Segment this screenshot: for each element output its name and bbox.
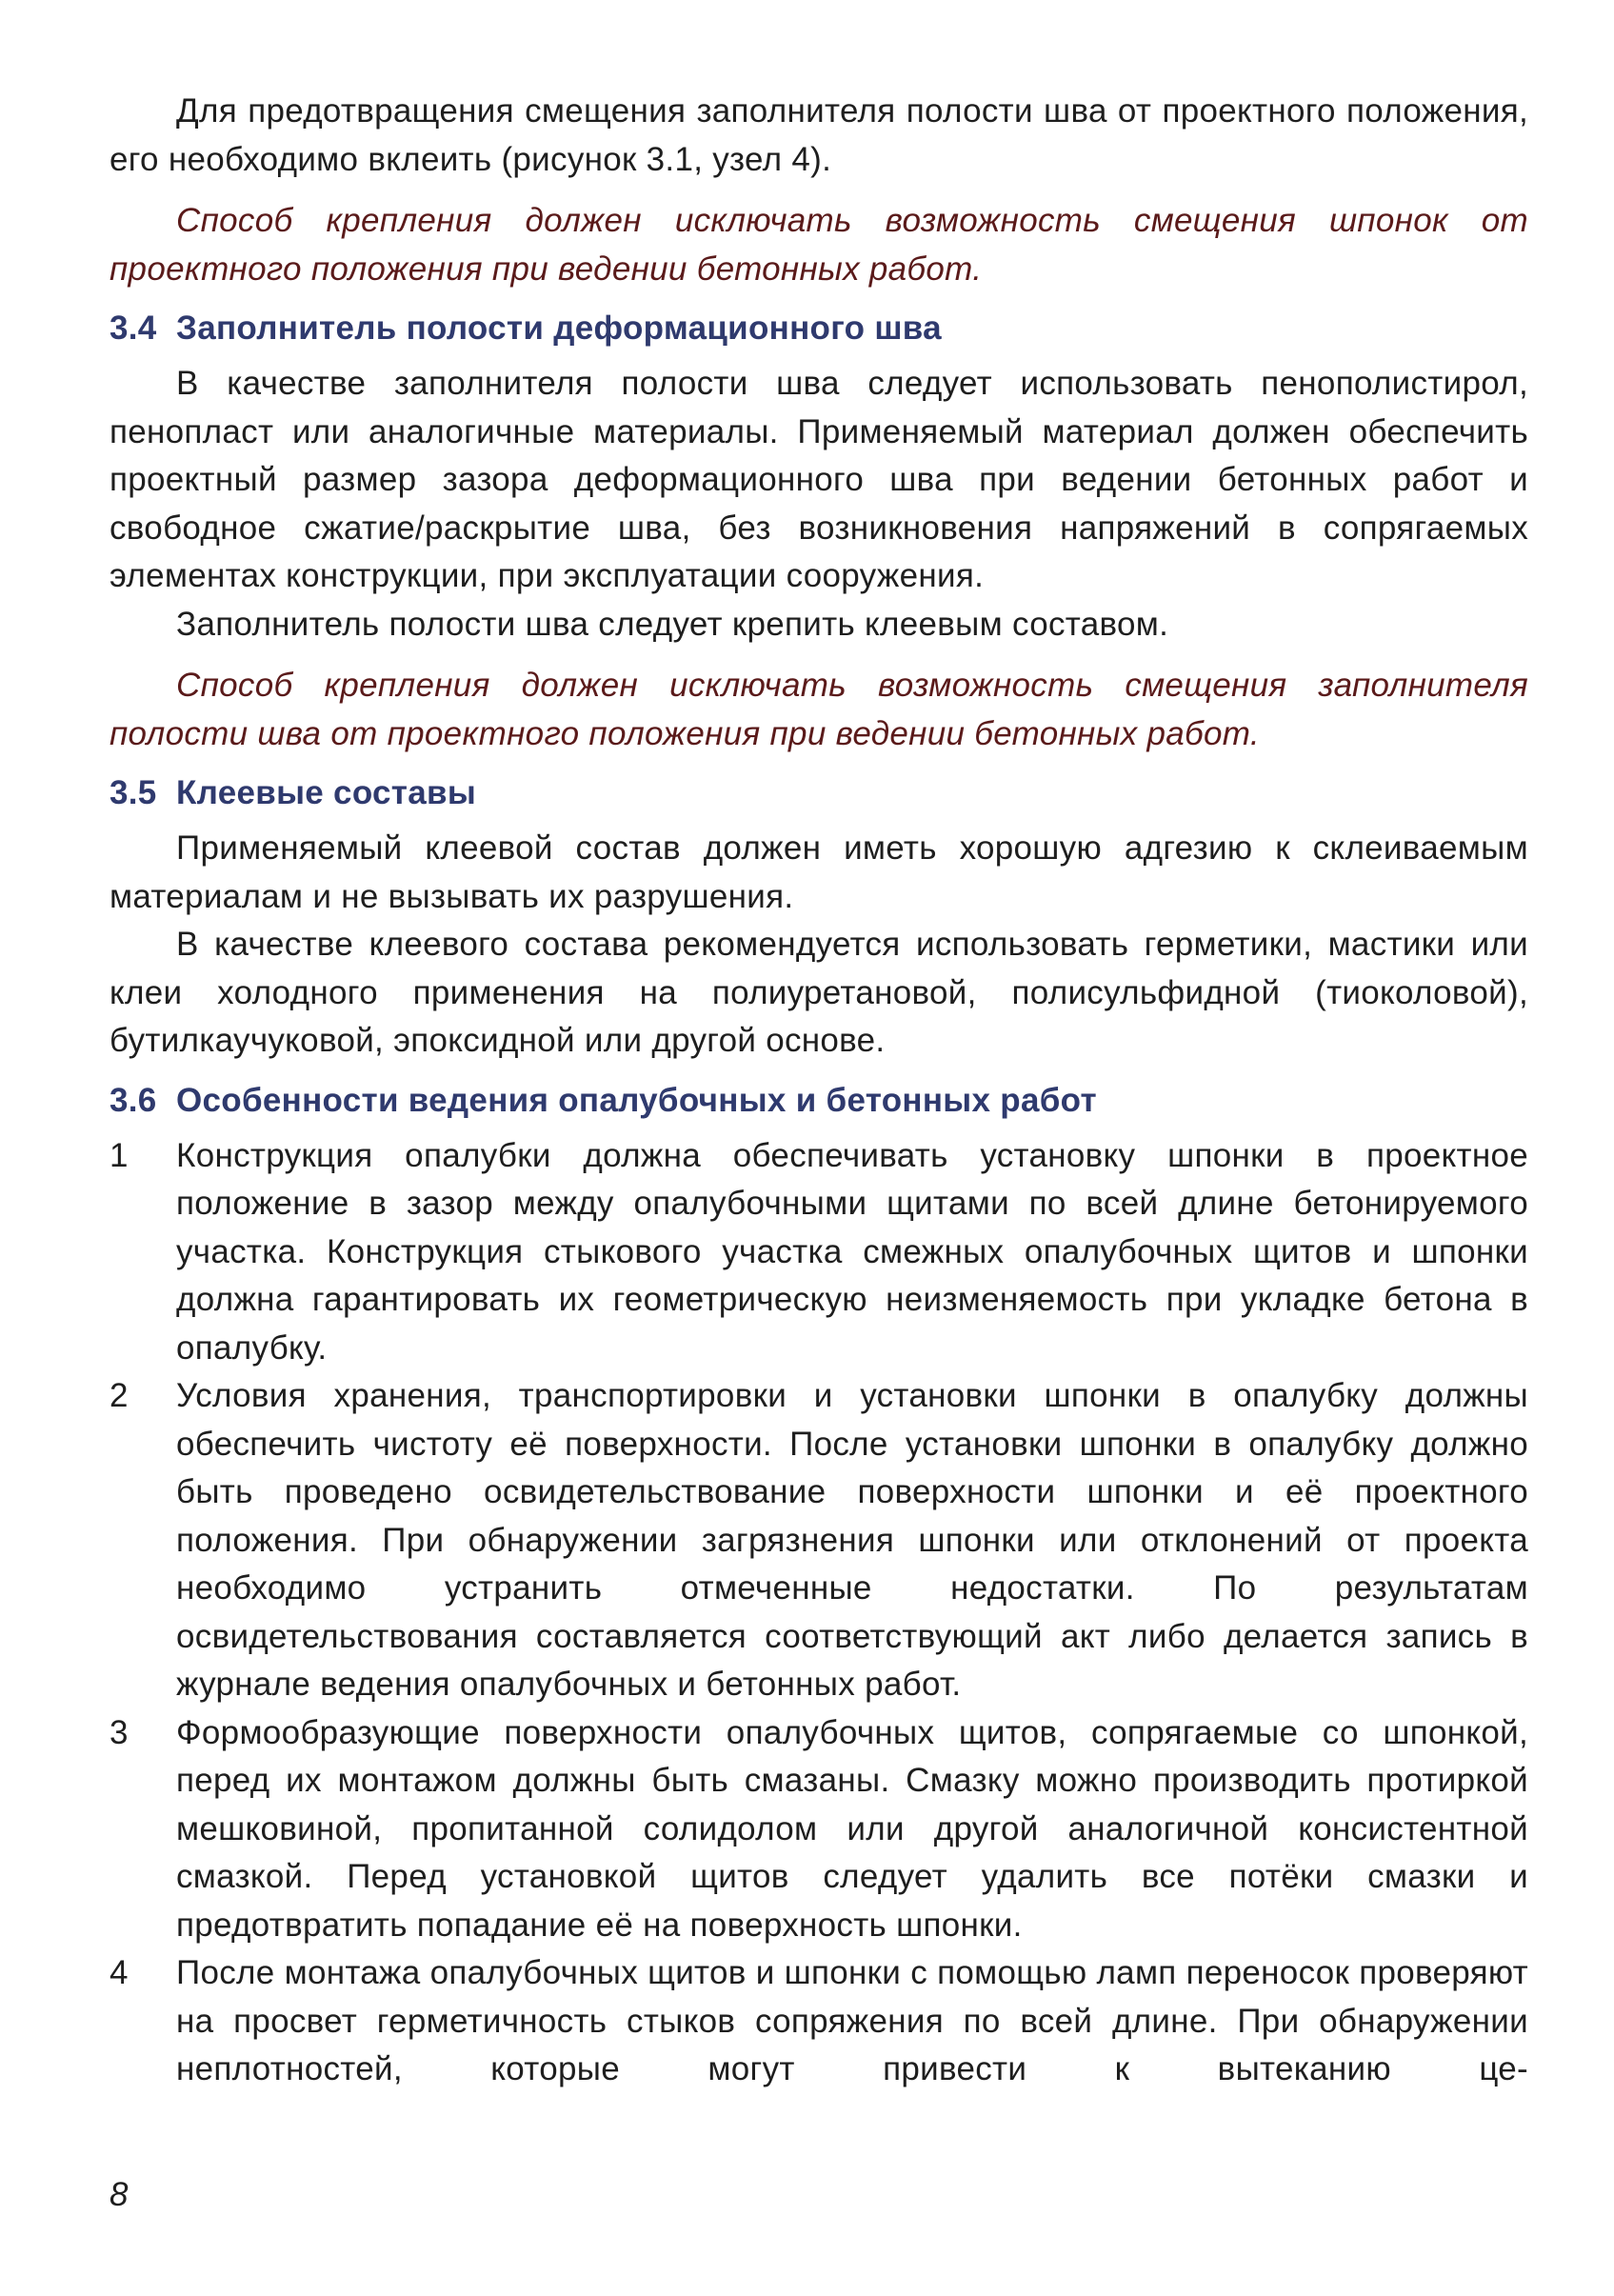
section-title: Особенности ведения опалубочных и бетонных работ [176,1081,1097,1119]
list-item [110,1372,1528,1709]
list-item-text: Конструкция опалубки должна обеспечивать установку шпонки в проектное положение в зазор между опалубочными щитами по всей длине бетонируемого участка. Конструкция стыкового участка смежных опалубочных щитов и шпонки должна гарантировать их геометрическую неизменяемость при укладке бетона в опалубку. [176,1136,1528,1367]
section-title: Клеевые составы [176,774,477,811]
section-heading-3-4 [110,305,1528,352]
section-heading-3-6 [110,1077,1528,1125]
list-item-text: Формообразующие поверхности опалубочных щитов, сопрягаемые со шпонкой, перед их монтажом должны быть смазаны. Смазку можно производить протиркой мешковиной, пропитанной солидолом или другой аналогичной консистентной смазкой. Перед установкой щитов следует удалить все потёки смазки и предотвратить попадание её на поверхность шпонки. [176,1713,1528,1944]
section-number: 3.4 [110,309,157,347]
list-item-number: 2 [110,1377,129,1414]
page-number: 8 [110,2176,129,2213]
paragraph-filler-fixing: Заполнитель полости шва следует крепить клеевым составом. [176,605,1169,643]
section-title: Заполнитель полости деформационного шва [176,309,942,347]
list-item-number: 3 [110,1713,129,1751]
list-item [110,1709,1528,1950]
note-filler-fixing: Способ крепления должен исключать возможность смещения заполнителя полости шва от проектного положения при ведении бетонных работ. [110,667,1528,752]
section-heading-3-5 [110,769,1528,817]
section-number: 3.6 [110,1081,157,1119]
numbered-list [110,1132,1528,2094]
section-number: 3.5 [110,774,157,811]
list-item-text: Условия хранения, транспортировки и установки шпонки в опалубку должны обеспечить чистоту её поверхности. После установки шпонки в опалубку должно быть проведено освидетельствование поверхности шпонки и её проектного положения. При обнаружении загрязнения шпонки или отклонений от проекта необходимо устранить отмеченные недостатки. По результатам освидетельствования составляется соответствующий акт либо делается запись в журнале ведения опалубочных и бетонных работ. [176,1377,1528,1703]
list-item-text: После монтажа опалубочных щитов и шпонки с помощью ламп переносок проверяют на просвет герметичность стыков сопряжения по всей длине. При обнаружении неплотностей, которые могут привести к вытеканию це- [176,1954,1528,2087]
paragraph-adhesive-types: В качестве клеевого состава рекомендуется использовать герметики, мастики или клеи холодного применения на полиуретановой, полисульфидной (тиоколовой), бутилкаучуковой, эпоксидной или другой основе. [110,926,1528,1059]
list-item-number: 4 [110,1954,129,1991]
list-item-number: 1 [110,1136,129,1174]
list-item [110,1132,1528,1373]
document-page [110,88,1528,2094]
paragraph-filler-gluing: Для предотвращения смещения заполнителя полости шва от проектного положения, его необходимо вклеить (рисунок 3.1, узел 4). [110,92,1528,178]
list-item [110,1949,1528,2094]
note-key-fixing: Способ крепления должен исключать возможность смещения шпонок от проектного положения при ведении бетонных работ. [110,202,1528,288]
paragraph-adhesive-requirements: Применяемый клеевой состав должен иметь хорошую адгезию к склеиваемым материалам и не вызывать их разрушения. [110,829,1528,915]
paragraph-filler-materials: В качестве заполнителя полости шва следует использовать пенополистирол, пенопласт или аналогичные материалы. Применяемый материал должен обеспечить проектный размер зазора деформационного шва при ведении бетонных работ и свободное сжатие/раскрытие шва, без возникновения напряжений в сопрягаемых элементах конструкции, при эксплуатации сооружения. [110,365,1528,594]
